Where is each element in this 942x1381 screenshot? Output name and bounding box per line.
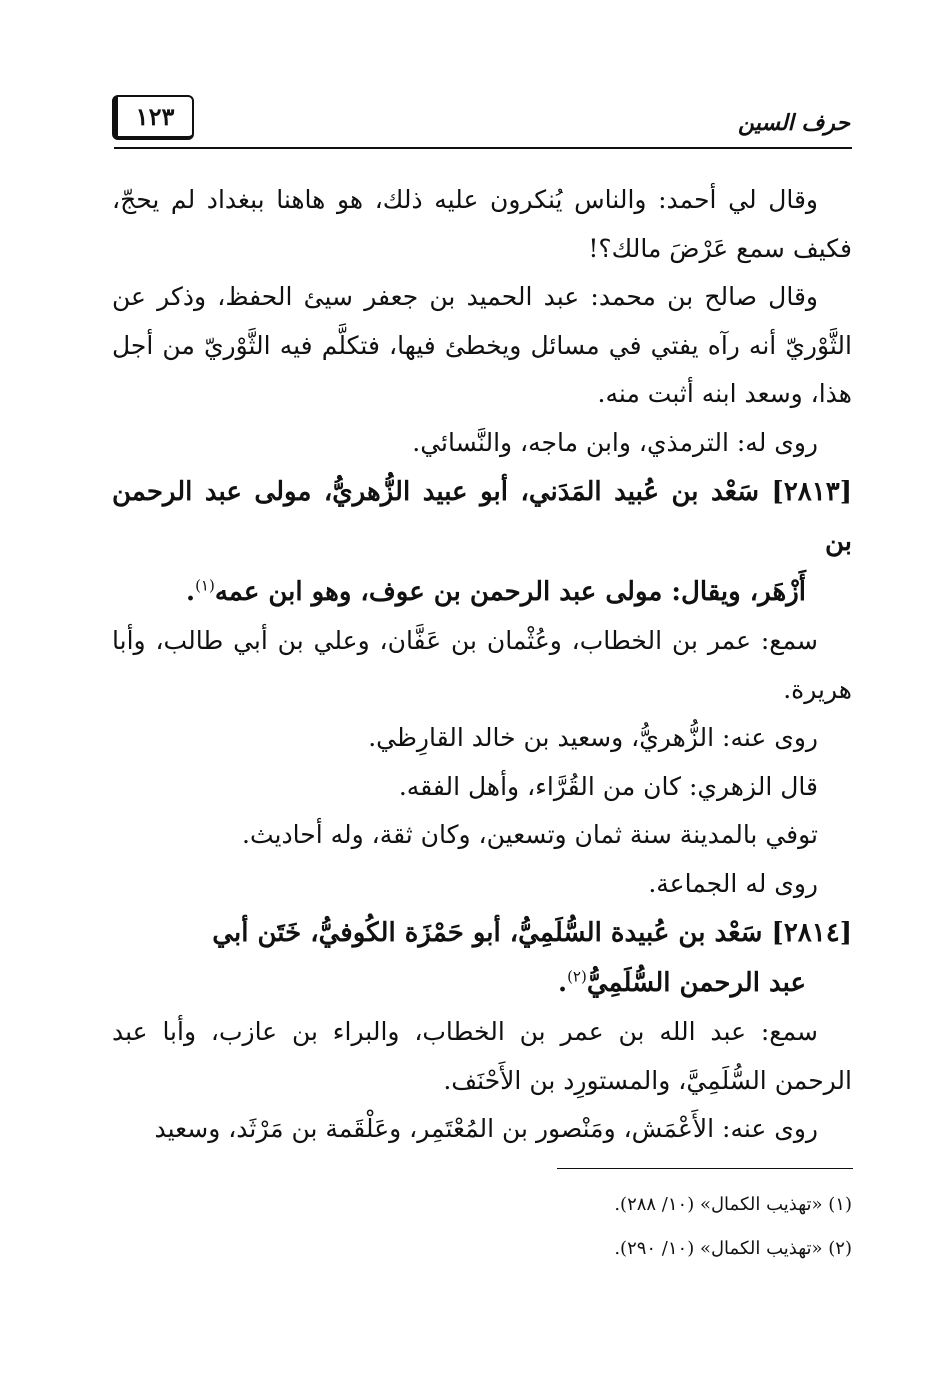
paragraph: روى له: الترمذي، وابن ماجه، والنَّسائي. — [412, 427, 818, 457]
entry-heading-text: [٢٨١٤] سَعْد بن عُبيدة السُّلَمِيُّ، أبو حَمْزَة الكُوفيُّ، خَتَن أبي — [212, 918, 852, 948]
entry-heading-cont-text: عبد الرحمن السُّلَمِيُّ — [586, 968, 806, 998]
footnote-rule — [557, 1168, 853, 1169]
entry-heading-end: . — [558, 968, 568, 998]
page-number: ١٢٣ — [112, 95, 194, 140]
header-rule — [114, 147, 852, 149]
entry-heading-end: . — [186, 577, 196, 607]
entry-heading-continuation — [112, 958, 852, 1008]
paragraph: توفي بالمدينة سنة ثمان وتسعين، وكان ثقة، وله أحاديث. — [242, 820, 818, 849]
entry-heading-2813 — [112, 467, 852, 617]
paragraph: سمع: عبد الله بن عمر بن الخطاب، والبراء بن عازب، وأبا عبد الرحمن السُّلَمِيَّ، والمستورِد بن الأَحْنَف. — [112, 1017, 852, 1095]
entry-heading-continuation — [112, 567, 852, 617]
paragraph: قال الزهري: كان من القُرَّاء، وأهل الفقه. — [398, 771, 818, 801]
entry-heading-text: [٢٨١٣] سَعْد بن عُبيد المَدَني، أبو عبيد الزُّهريُّ، مولى عبد الرحمن بن — [112, 477, 852, 557]
running-title: حرف السين — [737, 110, 850, 136]
paragraph: روى عنه: الزُّهريُّ، وسعيد بن خالد القارِظي. — [368, 723, 818, 752]
paragraph: روى له الجماعة. — [648, 868, 818, 898]
paragraph: وقال صالح بن محمد: عبد الحميد بن جعفر سيئ الحفظ، وذكر عن الثَّوْريّ أنه رآه يفتي في مسائل ويخطئ فيها، فتكلَّم فيه الثَّوْريّ من أجل هذا، وسعد ابنه أثبت منه. — [112, 282, 852, 408]
paragraph: وقال لي أحمد: والناس يُنكرون عليه ذلك، هو هاهنا ببغداد لم يحجّ، فكيف سمع عَرْضَ مالك؟! — [112, 185, 852, 263]
entry-heading-cont-text: أَزْهَر، ويقال: مولى عبد الرحمن بن عوف، وهو ابن عمه — [214, 577, 806, 607]
footnote-2: (٢) «تهذيب الكمال» (١٠/ ٢٩٠). — [614, 1238, 852, 1259]
footnote-ref[interactable]: (١) — [195, 576, 215, 595]
entry-heading-2814 — [112, 908, 852, 1008]
footnote-ref[interactable]: (٢) — [567, 967, 587, 986]
paragraph: روى عنه: الأَعْمَش، ومَنْصور بن المُعْتَمِر، وعَلْقَمة بن مَرْثَد، وسعيد — [154, 1114, 818, 1143]
paragraph: سمع: عمر بن الخطاب، وعُثْمان بن عَفَّان، وعلي بن أبي طالب، وأبا هريرة. — [112, 626, 852, 704]
footnotes — [112, 1183, 852, 1271]
main-text — [112, 176, 852, 1154]
footnote-1: (١) «تهذيب الكمال» (١٠/ ٢٨٨). — [614, 1194, 852, 1215]
